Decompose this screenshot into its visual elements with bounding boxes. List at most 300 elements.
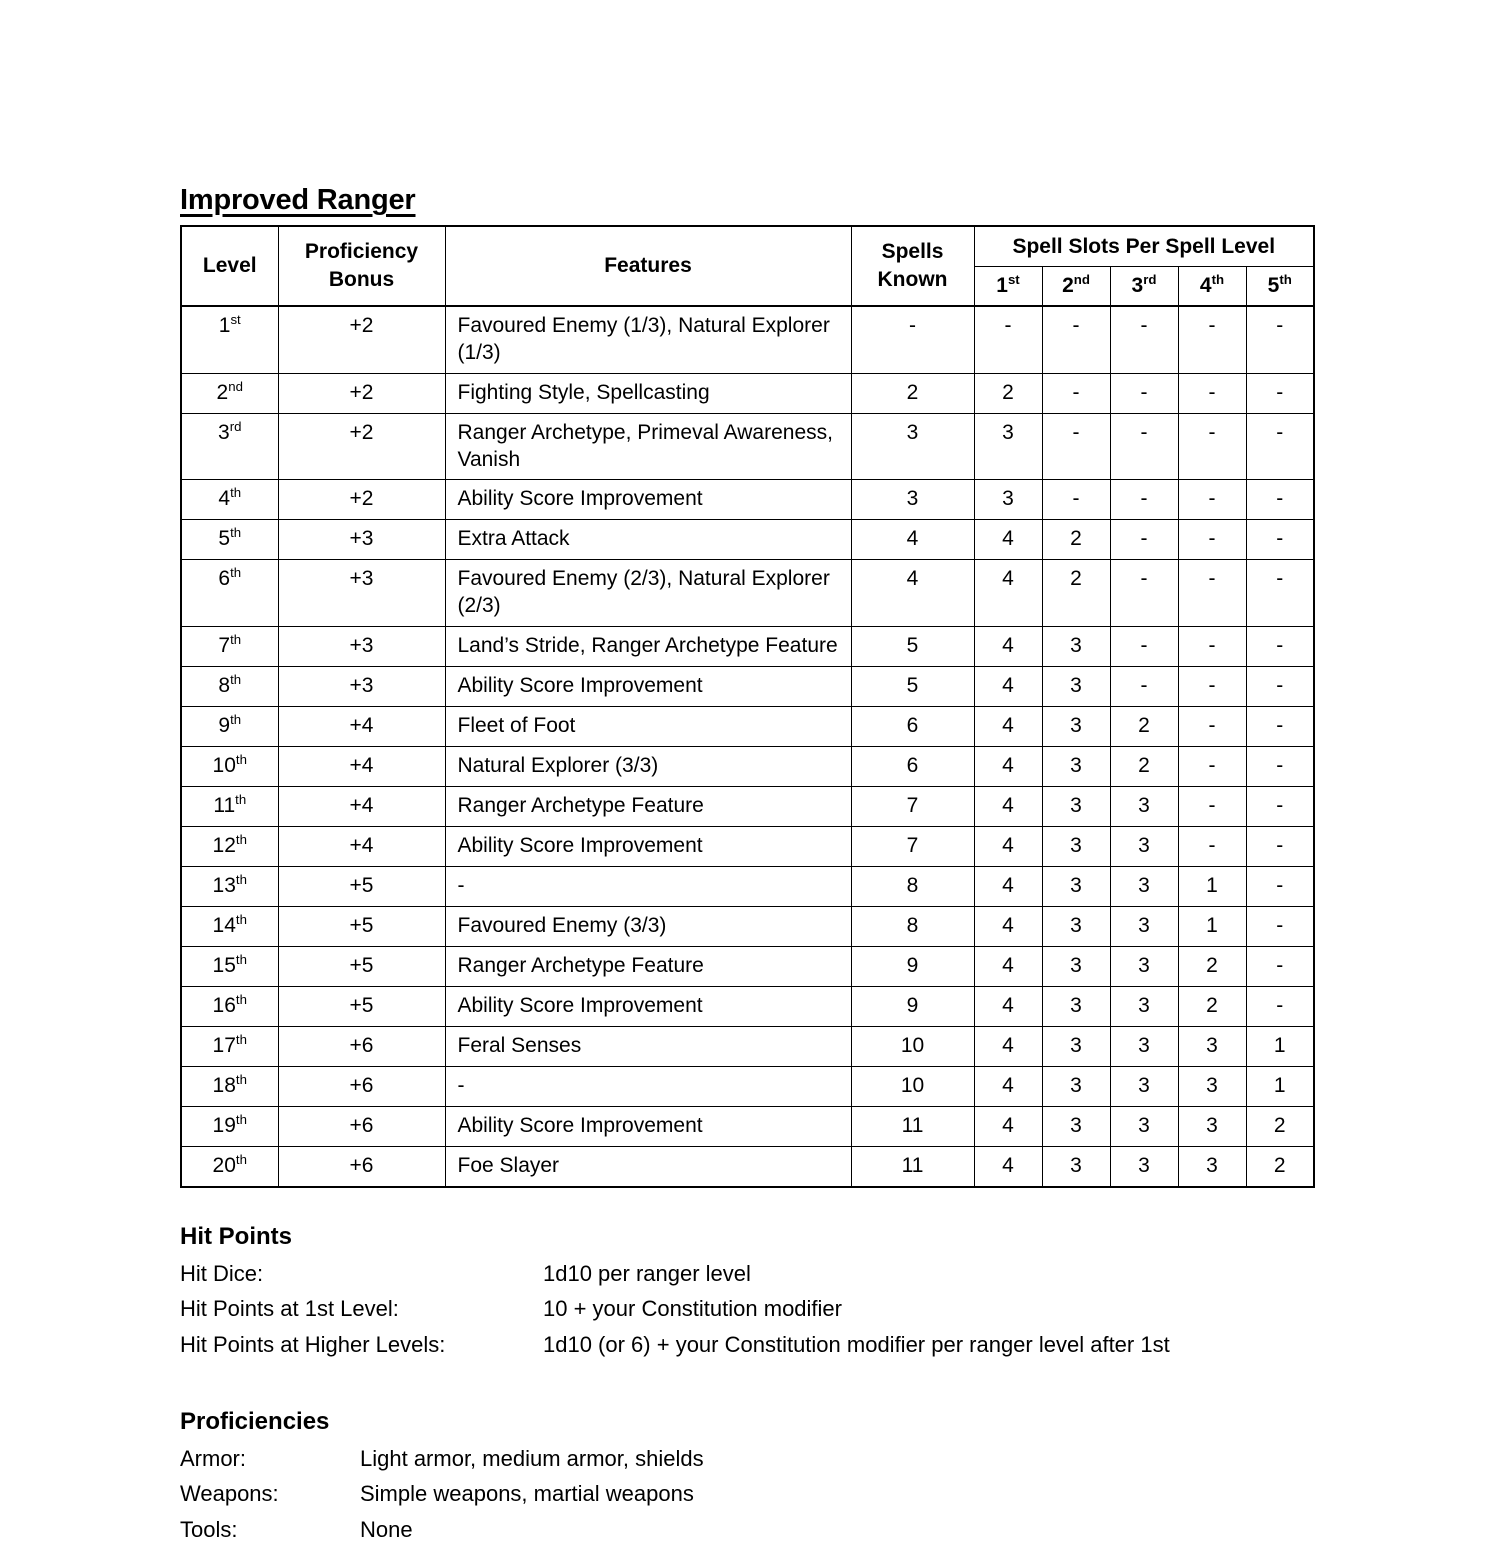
table-row [181, 866, 1314, 906]
cell-slot-3 [1110, 786, 1178, 826]
cell-level-text: 17 [212, 1033, 236, 1057]
cell-slot-1 [974, 746, 1042, 786]
cell-slot-4-text: 3 [1206, 1113, 1218, 1137]
cell-level-text: 1 [218, 313, 231, 337]
cell-features-text: Ranger Archetype, Primeval Awareness, Vanish [457, 420, 833, 471]
cell-slot-4 [1178, 560, 1246, 627]
cell-level-text: 5 [218, 527, 231, 551]
cell-slot-1 [974, 786, 1042, 826]
cell-features [445, 706, 851, 746]
cell-slot-1-text: 4 [1002, 633, 1014, 657]
cell-slot-5-text: - [1276, 793, 1284, 817]
cell-slot-4-text: 3 [1206, 1033, 1218, 1057]
cell-slot-3 [1110, 480, 1178, 520]
cell-slot-3 [1110, 906, 1178, 946]
cell-slot-1 [974, 946, 1042, 986]
cell-level [181, 626, 278, 666]
cell-slot-2-text: - [1072, 420, 1080, 444]
cell-slot-1-text: 4 [1002, 673, 1014, 697]
cell-level-suffix: th [235, 791, 247, 807]
cell-slot-5-text: - [1276, 913, 1284, 937]
proficiencies-list [180, 1441, 1315, 1547]
cell-proficiency-text: +5 [349, 993, 374, 1017]
cell-slot-5 [1246, 706, 1314, 746]
cell-spells-known [851, 946, 974, 986]
cell-slot-2 [1042, 946, 1110, 986]
proficiencies-entry-row [180, 1441, 1315, 1477]
page-title: Improved Ranger [180, 184, 416, 216]
cell-spells-known-text: 8 [906, 913, 919, 937]
cell-features [445, 1106, 851, 1146]
proficiencies-entry-label: Weapons: [180, 1481, 279, 1507]
cell-proficiency-text: +3 [349, 527, 374, 551]
cell-features-text: Ability Score Improvement [457, 487, 703, 511]
cell-spells-known [851, 520, 974, 560]
cell-features [445, 946, 851, 986]
cell-slot-1-text: 4 [1002, 993, 1014, 1017]
cell-slot-2-text: 3 [1070, 953, 1082, 977]
cell-spells-known [851, 706, 974, 746]
cell-proficiency-text: +5 [349, 913, 374, 937]
cell-slot-4-text: - [1208, 713, 1216, 737]
cell-proficiency-text: +6 [349, 1033, 374, 1057]
cell-spells-known [851, 1066, 974, 1106]
cell-proficiency [278, 1026, 445, 1066]
cell-slot-1-text: 4 [1002, 1073, 1014, 1097]
cell-level-suffix: th [235, 991, 247, 1007]
cell-slot-5-text: - [1276, 380, 1284, 404]
cell-slot-3-text: 3 [1138, 953, 1150, 977]
cell-slot-2-text: 3 [1070, 673, 1082, 697]
cell-slot-3-text: - [1140, 380, 1148, 404]
cell-slot-2 [1042, 413, 1110, 480]
cell-features-text: - [457, 1073, 465, 1097]
cell-slot-1 [974, 480, 1042, 520]
cell-level-text: 3 [218, 420, 230, 444]
cell-proficiency [278, 946, 445, 986]
cell-slot-2-text: 3 [1070, 713, 1082, 737]
cell-slot-3 [1110, 706, 1178, 746]
cell-slot-3 [1110, 866, 1178, 906]
cell-spells-known [851, 306, 974, 373]
cell-proficiency [278, 560, 445, 627]
cell-slot-4-text: - [1208, 793, 1216, 817]
cell-slot-3-text: 3 [1138, 873, 1150, 897]
cell-slot-2 [1042, 1146, 1110, 1187]
cell-spells-known [851, 986, 974, 1026]
cell-features [445, 373, 851, 413]
cell-slot-5-text: - [1276, 313, 1284, 337]
cell-slot-5-text: - [1276, 953, 1284, 977]
cell-slot-1-text: 3 [1002, 420, 1014, 444]
hit-points-entry-label: Hit Points at 1st Level: [180, 1296, 399, 1322]
cell-proficiency [278, 986, 445, 1026]
proficiencies-entry-value: Simple weapons, martial weapons [360, 1481, 694, 1507]
column-header-slot-3rd: 3rd [1110, 266, 1178, 306]
cell-slot-2 [1042, 666, 1110, 706]
cell-spells-known [851, 373, 974, 413]
cell-features [445, 413, 851, 480]
cell-slot-2 [1042, 626, 1110, 666]
cell-slot-2 [1042, 826, 1110, 866]
cell-slot-2-text: 3 [1070, 873, 1082, 897]
cell-slot-4-text: - [1208, 420, 1216, 444]
cell-spells-known-text: 5 [906, 633, 919, 657]
cell-spells-known-text: 7 [906, 833, 919, 857]
cell-slot-2 [1042, 986, 1110, 1026]
cell-proficiency-text: +5 [349, 953, 374, 977]
cell-slot-3-text: - [1140, 633, 1148, 657]
cell-slot-2 [1042, 480, 1110, 520]
table-row [181, 560, 1314, 627]
cell-level-text: 6 [218, 567, 231, 591]
table-row [181, 666, 1314, 706]
cell-spells-known-text: - [909, 313, 916, 337]
cell-features [445, 746, 851, 786]
cell-slot-1 [974, 626, 1042, 666]
cell-slot-2 [1042, 520, 1110, 560]
cell-level [181, 666, 278, 706]
cell-slot-4-text: - [1208, 567, 1216, 591]
cell-slot-1 [974, 306, 1042, 373]
column-header-slot-2nd: 2nd [1042, 266, 1110, 306]
cell-features-text: Fighting Style, Spellcasting [457, 380, 710, 404]
cell-slot-1-text: 4 [1002, 1033, 1014, 1057]
cell-proficiency [278, 1106, 445, 1146]
cell-features [445, 480, 851, 520]
cell-proficiency-text: +6 [349, 1113, 374, 1137]
cell-slot-5-text: - [1276, 833, 1284, 857]
cell-slot-4-text: - [1208, 487, 1216, 511]
proficiencies-entry-row [180, 1512, 1315, 1547]
proficiencies-section [180, 1407, 1315, 1547]
cell-slot-4 [1178, 306, 1246, 373]
cell-proficiency-text: +4 [349, 833, 374, 857]
cell-slot-3-text: 2 [1138, 753, 1150, 777]
cell-slot-2 [1042, 786, 1110, 826]
cell-slot-3-text: 3 [1138, 1073, 1150, 1097]
cell-features [445, 626, 851, 666]
cell-features [445, 1026, 851, 1066]
cell-slot-4 [1178, 520, 1246, 560]
cell-slot-5 [1246, 560, 1314, 627]
table-row [181, 826, 1314, 866]
cell-level-text: 19 [212, 1113, 236, 1137]
cell-slot-3-text: 3 [1138, 793, 1150, 817]
cell-slot-1 [974, 1146, 1042, 1187]
cell-proficiency [278, 866, 445, 906]
cell-level-text: 15 [212, 953, 236, 977]
cell-level-suffix: th [235, 831, 247, 847]
cell-spells-known-text: 8 [906, 873, 919, 897]
cell-slot-3-text: - [1140, 487, 1148, 511]
cell-slot-2 [1042, 906, 1110, 946]
cell-slot-1 [974, 373, 1042, 413]
cell-proficiency-text: +3 [349, 633, 374, 657]
table-row [181, 786, 1314, 826]
cell-slot-1 [974, 1026, 1042, 1066]
table-row [181, 413, 1314, 480]
cell-level [181, 560, 278, 627]
cell-slot-2 [1042, 1106, 1110, 1146]
cell-spells-known-text: 6 [906, 753, 919, 777]
cell-proficiency-text: +4 [349, 753, 374, 777]
cell-proficiency-text: +6 [349, 1153, 374, 1177]
cell-level-text: 20 [212, 1153, 236, 1177]
spells-known-header-line1: Spells [881, 240, 944, 264]
cell-proficiency [278, 480, 445, 520]
cell-slot-5 [1246, 373, 1314, 413]
cell-spells-known [851, 480, 974, 520]
cell-slot-4 [1178, 1066, 1246, 1106]
cell-level [181, 520, 278, 560]
cell-slot-2-text: 3 [1070, 633, 1082, 657]
cell-slot-1-text: 4 [1002, 713, 1014, 737]
cell-level-suffix: th [230, 711, 242, 727]
cell-slot-3-text: 3 [1138, 1033, 1150, 1057]
cell-slot-5 [1246, 746, 1314, 786]
cell-features [445, 866, 851, 906]
cell-slot-3 [1110, 373, 1178, 413]
cell-features [445, 906, 851, 946]
table-row [181, 1146, 1314, 1187]
cell-slot-4-text: - [1208, 833, 1216, 857]
cell-level-text: 16 [212, 993, 236, 1017]
cell-slot-1 [974, 986, 1042, 1026]
proficiencies-heading: Proficiencies [180, 1407, 330, 1435]
cell-slot-3 [1110, 1066, 1178, 1106]
cell-slot-4-text: - [1208, 313, 1216, 337]
cell-level [181, 746, 278, 786]
cell-slot-2-text: 3 [1070, 1033, 1082, 1057]
cell-slot-1-text: 4 [1002, 953, 1014, 977]
cell-spells-known [851, 626, 974, 666]
cell-slot-5 [1246, 306, 1314, 373]
cell-slot-4 [1178, 666, 1246, 706]
cell-slot-1-text: 4 [1002, 793, 1014, 817]
cell-level [181, 1026, 278, 1066]
cell-spells-known [851, 413, 974, 480]
cell-proficiency [278, 520, 445, 560]
cell-features [445, 520, 851, 560]
cell-spells-known [851, 786, 974, 826]
hit-points-list [180, 1256, 1315, 1363]
cell-level-text: 8 [218, 673, 231, 697]
cell-slot-3 [1110, 826, 1178, 866]
cell-slot-3-text: - [1140, 567, 1148, 591]
cell-slot-1-text: 4 [1002, 873, 1014, 897]
cell-features-text: Extra Attack [457, 527, 570, 551]
table-row [181, 306, 1314, 373]
cell-slot-4 [1178, 626, 1246, 666]
cell-spells-known-text: 10 [900, 1033, 925, 1057]
cell-spells-known-text: 6 [906, 713, 919, 737]
cell-proficiency [278, 413, 445, 480]
cell-slot-5 [1246, 1146, 1314, 1187]
cell-slot-3 [1110, 666, 1178, 706]
cell-slot-1-text: 2 [1002, 380, 1014, 404]
cell-proficiency [278, 826, 445, 866]
cell-slot-2 [1042, 373, 1110, 413]
cell-proficiency [278, 1066, 445, 1106]
cell-level [181, 373, 278, 413]
cell-slot-5 [1246, 520, 1314, 560]
cell-spells-known [851, 746, 974, 786]
cell-slot-2-text: 3 [1070, 833, 1082, 857]
proficiencies-entry-value: None [360, 1516, 413, 1542]
cell-proficiency-text: +2 [349, 487, 374, 511]
cell-slot-4 [1178, 373, 1246, 413]
table-row [181, 946, 1314, 986]
cell-level-text: 10 [212, 753, 236, 777]
cell-level [181, 906, 278, 946]
cell-spells-known-text: 11 [901, 1153, 924, 1177]
cell-spells-known [851, 560, 974, 627]
cell-slot-3 [1110, 746, 1178, 786]
cell-slot-2-text: 2 [1070, 527, 1082, 551]
cell-slot-2-text: 3 [1070, 1113, 1082, 1137]
cell-slot-1-text: 4 [1002, 913, 1014, 937]
cell-slot-4-text: - [1208, 673, 1216, 697]
cell-features-text: Favoured Enemy (1/3), Natural Explorer (1/3) [457, 313, 830, 365]
cell-slot-4 [1178, 413, 1246, 480]
cell-slot-4-text: 3 [1206, 1073, 1218, 1097]
cell-spells-known [851, 1146, 974, 1187]
cell-slot-4 [1178, 946, 1246, 986]
cell-slot-5-text: 2 [1273, 1113, 1286, 1137]
cell-slot-5-text: - [1276, 487, 1284, 511]
cell-slot-3-text: - [1140, 313, 1148, 337]
proficiency-header-line1: Proficiency [304, 240, 419, 264]
cell-slot-5 [1246, 866, 1314, 906]
cell-slot-3-text: 3 [1138, 1153, 1150, 1177]
cell-slot-2-text: - [1072, 313, 1080, 337]
cell-proficiency [278, 373, 445, 413]
cell-slot-3-text: - [1140, 527, 1148, 551]
cell-level-suffix: rd [229, 418, 242, 434]
cell-proficiency [278, 306, 445, 373]
hit-points-entry-row [180, 1291, 1315, 1327]
cell-level-text: 18 [212, 1073, 236, 1097]
cell-slot-3 [1110, 413, 1178, 480]
cell-level-suffix: st [230, 311, 241, 327]
column-header-proficiency-bonus [278, 226, 445, 306]
cell-features [445, 666, 851, 706]
cell-features-text: - [457, 873, 465, 897]
cell-slot-4 [1178, 826, 1246, 866]
cell-slot-1 [974, 520, 1042, 560]
cell-slot-5 [1246, 1106, 1314, 1146]
cell-spells-known [851, 866, 974, 906]
cell-level-suffix: th [230, 485, 242, 501]
hit-points-heading: Hit Points [180, 1222, 292, 1250]
cell-slot-4 [1178, 866, 1246, 906]
cell-slot-1 [974, 866, 1042, 906]
cell-proficiency [278, 626, 445, 666]
cell-slot-1 [974, 906, 1042, 946]
cell-slot-3-text: 3 [1138, 993, 1150, 1017]
table-row [181, 706, 1314, 746]
cell-slot-5-text: - [1276, 753, 1284, 777]
cell-level-text: 12 [212, 833, 236, 857]
cell-features [445, 986, 851, 1026]
table-row [181, 906, 1314, 946]
table-row [181, 480, 1314, 520]
cell-slot-2 [1042, 866, 1110, 906]
column-header-level: Level [181, 226, 278, 306]
cell-slot-5 [1246, 666, 1314, 706]
cell-slot-1-text: 4 [1002, 1153, 1014, 1177]
cell-level-text: 9 [218, 713, 231, 737]
cell-proficiency [278, 1146, 445, 1187]
cell-level-suffix: th [235, 1071, 247, 1087]
cell-level-suffix: th [235, 1031, 247, 1047]
hit-points-entry-row [180, 1256, 1315, 1292]
cell-slot-5 [1246, 946, 1314, 986]
cell-slot-4 [1178, 986, 1246, 1026]
cell-features [445, 786, 851, 826]
cell-features [445, 826, 851, 866]
cell-slot-1 [974, 826, 1042, 866]
cell-spells-known [851, 1026, 974, 1066]
cell-slot-4 [1178, 706, 1246, 746]
cell-slot-4-text: - [1208, 527, 1216, 551]
cell-features-text: Ability Score Improvement [457, 1113, 703, 1137]
cell-level-text: 4 [218, 487, 231, 511]
cell-proficiency-text: +3 [349, 567, 374, 591]
cell-slot-2 [1042, 706, 1110, 746]
cell-slot-4-text: 3 [1206, 1153, 1218, 1177]
cell-slot-1-text: 4 [1002, 753, 1014, 777]
cell-level [181, 866, 278, 906]
cell-slot-2-text: 2 [1070, 567, 1082, 591]
cell-level [181, 826, 278, 866]
cell-spells-known-text: 2 [906, 380, 919, 404]
cell-slot-5-text: - [1276, 527, 1284, 551]
cell-slot-5-text: - [1276, 993, 1284, 1017]
table-row [181, 373, 1314, 413]
cell-proficiency [278, 706, 445, 746]
cell-spells-known-text: 11 [901, 1113, 924, 1137]
cell-slot-1-text: 4 [1002, 527, 1014, 551]
hit-points-entry-value: 1d10 per ranger level [543, 1260, 751, 1286]
proficiencies-entry-value: Light armor, medium armor, shields [360, 1445, 704, 1471]
cell-features-text: Land’s Stride, Ranger Archetype Feature [457, 633, 838, 657]
spells-known-header-line2: Known [877, 267, 948, 291]
cell-level-text: 7 [218, 633, 231, 657]
cell-slot-2-text: 3 [1070, 793, 1082, 817]
cell-level-suffix: nd [228, 378, 243, 394]
cell-slot-4-text: - [1208, 380, 1216, 404]
cell-slot-3 [1110, 626, 1178, 666]
cell-slot-1-text: 3 [1002, 487, 1014, 511]
cell-proficiency-text: +3 [349, 673, 374, 697]
cell-spells-known [851, 906, 974, 946]
cell-level-suffix: th [235, 871, 247, 887]
cell-features-text: Foe Slayer [457, 1153, 560, 1177]
hit-points-entry-label: Hit Dice: [180, 1260, 264, 1286]
cell-slot-5 [1246, 986, 1314, 1026]
cell-slot-3-text: 3 [1138, 913, 1150, 937]
cell-slot-3 [1110, 1146, 1178, 1187]
cell-slot-5-text: - [1276, 713, 1284, 737]
cell-slot-3-text: 3 [1138, 833, 1150, 857]
cell-slot-1-text: 4 [1002, 1113, 1014, 1137]
cell-slot-4 [1178, 1146, 1246, 1187]
cell-slot-2-text: - [1072, 487, 1080, 511]
cell-slot-2-text: - [1072, 380, 1080, 404]
cell-slot-4 [1178, 746, 1246, 786]
